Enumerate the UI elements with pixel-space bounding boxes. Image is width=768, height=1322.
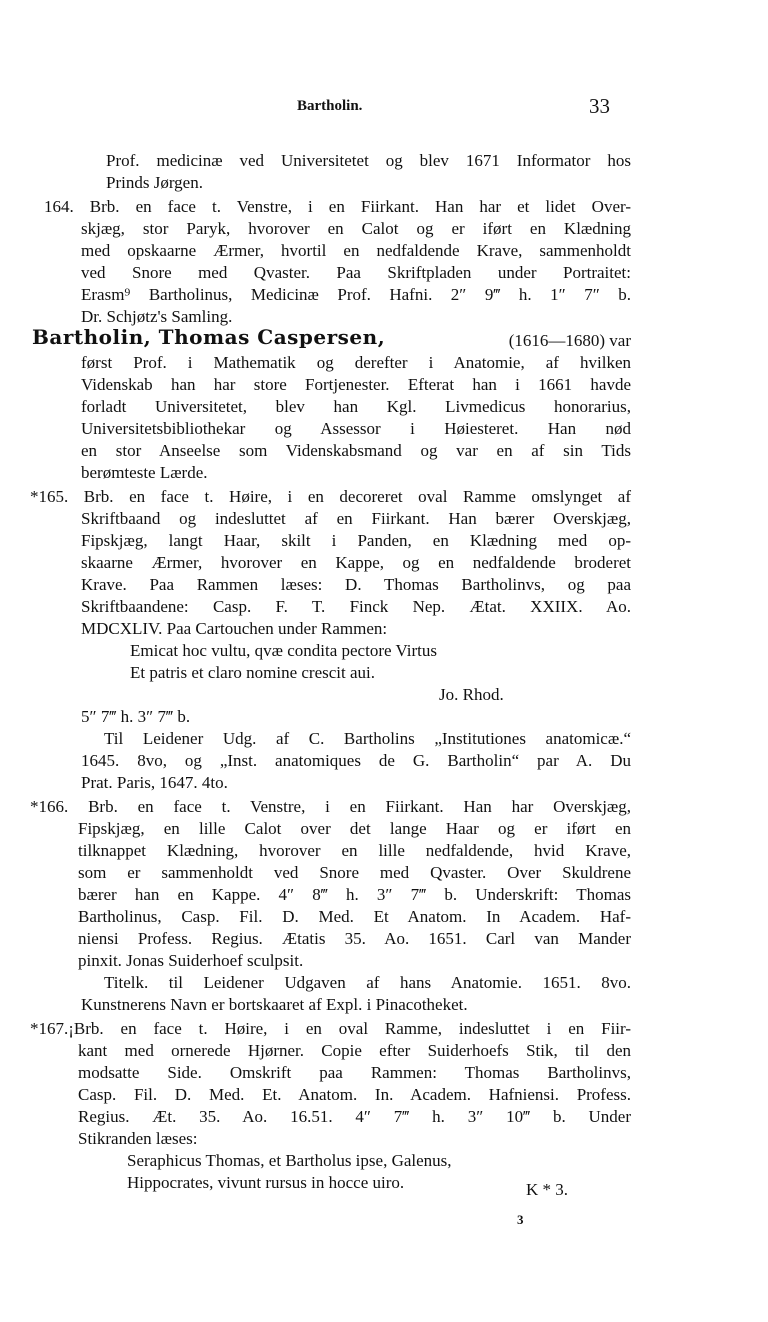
entry-165-line: *165. Brb. en face t. Høire, i en decoreret oval Ramme omslynget af — [30, 487, 631, 506]
text-line: Stikranden læses: — [78, 1129, 198, 1148]
entry-heading: Bartholin, Thomas Caspersen, — [32, 325, 386, 349]
text-line: berømteste Lærde. — [81, 463, 208, 482]
text-line: modsatte Side. Omskrift paa Rammen: Thomas Bartholinvs, — [78, 1063, 631, 1082]
text-line: Fipskjæg, langt Haar, skilt i Panden, en Klædning med op- — [81, 531, 631, 550]
text-line: Til Leidener Udg. af C. Bartholins „Institutiones anatomicæ.“ — [104, 729, 631, 748]
text-line: 1645. 8vo, og „Inst. anatomiques de G. Bartholin“ par A. Du — [81, 751, 631, 770]
text-line: ved Snore med Qvaster. Paa Skriftpladen under Portraitet: — [81, 263, 631, 282]
text-line: bærer han en Kappe. 4″ 8‴ h. 3″ 7‴ b. Underskrift: Thomas — [78, 885, 631, 904]
entry-166-line: *166. Brb. en face t. Venstre, i en Fiirkant. Han har Overskjæg, — [30, 797, 631, 816]
text-line: Bartholinus, Casp. Fil. D. Med. Et Anatom. In Academ. Haf- — [78, 907, 631, 926]
text-line: en stor Anseelse som Videnskabsmand og var en af sin Tids — [81, 441, 631, 460]
text-line: Dr. Schjøtz's Samling. — [81, 307, 233, 326]
text-line: med opskaarne Ærmer, hvortil en nedfaldende Krave, sammenholdt — [81, 241, 631, 260]
text-line: Regius. Æt. 35. Ao. 16.51. 4″ 7‴ h. 3″ 10‴ b. Under — [78, 1107, 631, 1126]
text-line: som er sammenholdt ved Snore med Qvaster. Over Skuldrene — [78, 863, 631, 882]
text-line: Krave. Paa Rammen læses: D. Thomas Bartholinvs, og paa — [81, 575, 631, 594]
verse-line: Et patris et claro nomine crescit aui. — [130, 663, 375, 682]
text-line: Prinds Jørgen. — [106, 173, 203, 192]
page-header — [0, 94, 768, 122]
text-line: Prof. medicinæ ved Universitetet og blev 1671 Informator hos — [106, 151, 631, 170]
text-line: Skriftbaandene: Casp. F. T. Finck Nep. Ætat. XXIIX. Ao. — [81, 597, 631, 616]
text-line: tilknappet Klædning, hvorover en lille nedfaldende, hvid Krave, — [78, 841, 631, 860]
verse-line: Hippocrates, vivunt rursus in hocce uiro. — [127, 1173, 405, 1192]
text-line: Videnskab han har store Fortjenester. Efterat han i 1661 havde — [81, 375, 631, 394]
text-line: skaarne Ærmer, hvorover en Kappe, og en nedfaldende broderet — [81, 553, 631, 572]
text-line: 5″ 7‴ h. 3″ 7‴ b. — [81, 707, 191, 726]
text-line: Erasm⁹ Bartholinus, Medicinæ Prof. Hafni. 2″ 9‴ h. 1″ 7″ b. — [81, 285, 631, 304]
running-head: Bartholin. — [297, 98, 363, 114]
text-line: Titelk. til Leidener Udgaven af hans Anatomie. 1651. 8vo. — [104, 973, 631, 992]
text-line: MDCXLIV. Paa Cartouchen under Rammen: — [81, 619, 388, 638]
signature-mark: K * 3. — [526, 1180, 569, 1199]
text-line: Fipskjæg, en lille Calot over det lange Haar og er iført en — [78, 819, 631, 838]
verse-line: Seraphicus Thomas, et Bartholus ipse, Galenus, — [127, 1151, 452, 1170]
text-line: (1616—1680) var — [508, 331, 631, 350]
text-line: niensi Profess. Regius. Ætatis 35. Ao. 1651. Carl van Mander — [78, 929, 631, 948]
entry-167-line: *167.¡Brb. en face t. Høire, i en oval Ramme, indesluttet i en Fiir- — [30, 1019, 631, 1038]
verse-attribution: Jo. Rhod. — [439, 685, 504, 704]
entry-164-line: 164. Brb. en face t. Venstre, i en Fiirkant. Han har et lidet Over- — [44, 197, 631, 216]
text-line: Prat. Paris, 1647. 4to. — [81, 773, 228, 792]
page-number: 33 — [589, 94, 610, 118]
text-line: pinxit. Jonas Suiderhoef sculpsit. — [78, 951, 304, 970]
text-line: Casp. Fil. D. Med. Et. Anatom. In. Academ. Hafniensi. Profess. — [78, 1085, 631, 1104]
sheet-number: 3 — [517, 1212, 524, 1227]
text-line: Universitetsbibliothekar og Assessor i Høiesteret. Han nød — [81, 419, 631, 438]
text-line: Kunstnerens Navn er bortskaaret af Expl. i Pinacotheket. — [81, 995, 468, 1014]
text-line: kant med ornerede Hjørner. Copie efter Suiderhoefs Stik, til den — [78, 1041, 631, 1060]
text-line: først Prof. i Mathematik og derefter i Anatomie, af hvilken — [81, 353, 631, 372]
text-line: forladt Universitetet, blev han Kgl. Livmedicus honorarius, — [81, 397, 631, 416]
text-line: skjæg, stor Paryk, hvorover en Calot og er iført en Klædning — [81, 219, 631, 238]
verse-line: Emicat hoc vultu, qvæ condita pectore Virtus — [130, 641, 437, 660]
text-line: Skriftbaand og indesluttet af en Fiirkant. Han bærer Overskjæg, — [81, 509, 631, 528]
